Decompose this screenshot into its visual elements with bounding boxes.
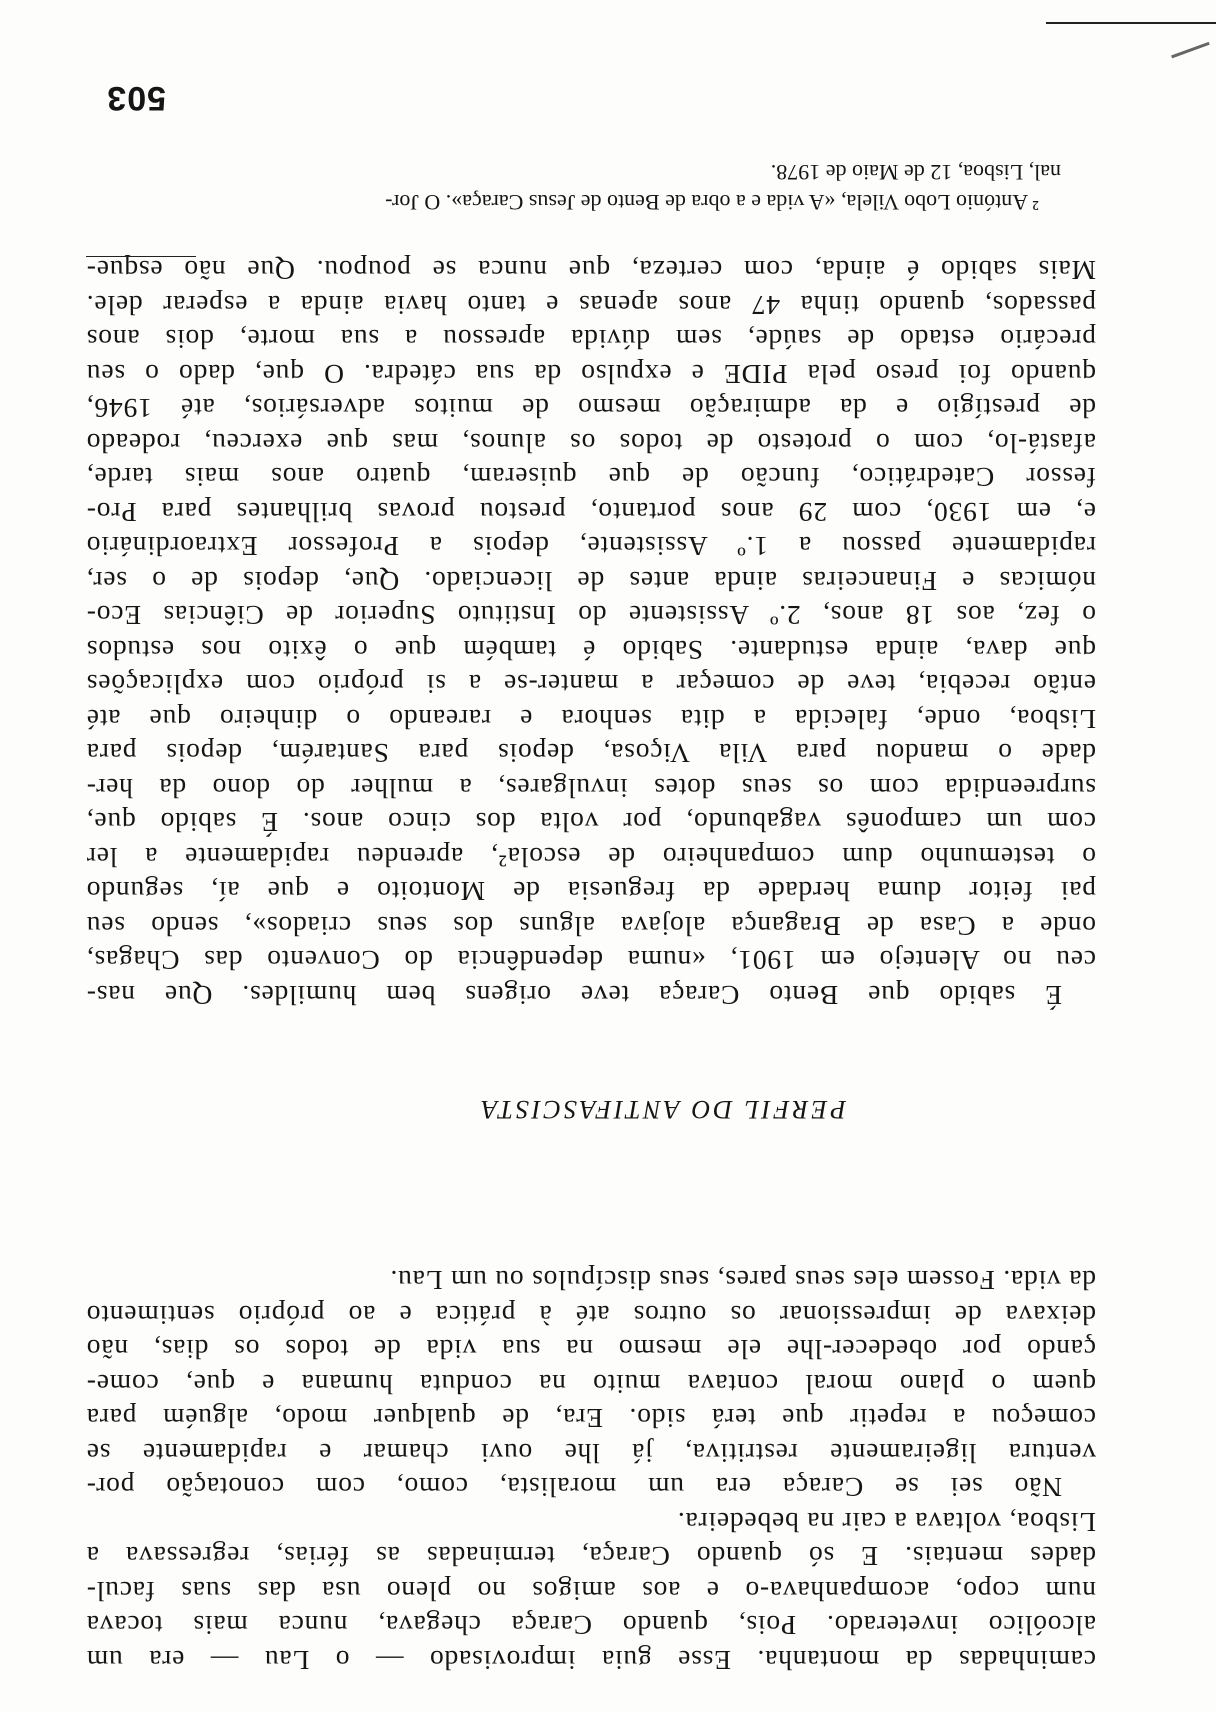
text-line: e, em 1930, com 29 anos portanto, prestou provas brilhantes para Pro- — [86, 497, 1096, 528]
bottom-edge-rule — [1046, 22, 1216, 24]
text-line: quando foi preso pela PIDE e expulso da sua cátedra. O que, dado o seu — [86, 359, 1096, 390]
text-line: com um camponês vagabundo, por volta dos cinco anos. É sabido que, — [86, 807, 1096, 839]
text-line: pai feitor duma herdade da freguesia de Montoito e que aí, segundo — [86, 876, 1096, 908]
text-line: alcoólico inveterado. Pois, quando Caraça chegava, nunca mais tocava — [86, 1610, 1096, 1642]
footnote-line: ² António Lobo Vilela, «A vida e a obra de Bento de Jesus Caraça». O Jor- — [385, 190, 1039, 215]
text-line: caminhadas da montanha. Esse guia improvisado — o Lau — era um — [86, 1645, 1096, 1676]
footnote-separator — [86, 256, 196, 257]
text-line: ceu no Alentejo em 1901, «numa dependência do Convento das Chagas, — [86, 945, 1096, 977]
text-line: onde a Casa de Bragança alojava alguns dos seus criados», sendo seu — [86, 911, 1096, 942]
text-line: então recebia, teve de começar a manter-se a si próprio com explicações — [86, 669, 1096, 701]
text-line: quem o plano moral contava muito na conduta humana e que, come- — [86, 1369, 1096, 1400]
page-number: 503 — [106, 79, 166, 117]
text-line: Lisboa, voltava a cair na bebedeira. — [677, 1507, 1096, 1538]
text-line: que dava, ainda estudante. Sabido é também que o êxito nos estudos — [86, 635, 1096, 666]
text-line: dade o mandou para Vila Viçosa, depois para Santarém, depois para — [86, 738, 1096, 770]
text-line: surpreendida com os seus dotes invulgares, a mulher do dono da her- — [86, 773, 1096, 804]
text-line: Mais sabido é ainda, com certeza, que nunca se poupou. Que não esque- — [86, 255, 1096, 287]
text-line: o fez, aos 18 anos, 2.º Assistente do Instituto Superior de Ciências Eco- — [86, 600, 1096, 632]
text-line: É sabido que Bento Caraça teve origens bem humildes. Que nas- — [86, 980, 1062, 1011]
text-line: nómicas e Financeiras ainda antes de licenciado. Que, depois de o ser, — [86, 566, 1096, 597]
text-line: fessor Catedrático, funcão de que quiseram, quatro anos mais tarde, — [86, 462, 1096, 494]
text-line: rapidamente passou a 1.º Assistente, depois a Professor Extraordinário — [86, 531, 1096, 563]
text-line: de prestígio e da admiração mesmo de muitos adversários, até 1946, — [86, 393, 1096, 425]
text-line: da vida. Fossem eles seus pares, seus discípulos ou um Lau. — [389, 1265, 1096, 1297]
text-line: Lisboa, onde, falecida a dita senhora e rareando o dinheiro que até — [86, 704, 1096, 735]
paragraph-lau — [86, 1263, 1096, 1677]
text-line: passados, quando tinha 47 anos apenas e tanto havia ainda a esperar dele. — [86, 290, 1096, 321]
text-line: precário estado de saúde, sem dúvida apressou a sua morte, dois anos — [86, 324, 1096, 356]
footnote-line: nal, Lisboa, 12 de Maio de 1978. — [770, 160, 1061, 185]
text-line: Não sei se Caraça era um moralista, como, com conotação por- — [86, 1472, 1062, 1504]
text-line: num copo, acompanhava-o e aos amigos no pleno usa das suas facul- — [86, 1576, 1096, 1607]
text-line: deixava de impressionar os outros até à prática e ao próprio sentimento — [86, 1300, 1096, 1331]
section-heading: PERFIL DO ANTIFASCISTA — [478, 1095, 846, 1124]
text-line: ventura ligeiramente restritiva, já lhe ouvi chamar e rapidamente se — [86, 1438, 1096, 1469]
scan-corner-mark — [1166, 29, 1209, 59]
text-line: dades mentais. E só quando Caraça, terminadas as férias, regressava a — [86, 1541, 1096, 1573]
text-line: começou a repetir que terá sido. Era, de qualquer modo, alguém para — [86, 1403, 1096, 1435]
paragraph-biography — [86, 253, 1096, 1012]
text-line: o testemunho dum companheiro de escola², aprendeu rapidamente a ler — [86, 842, 1096, 873]
text-line: çando por obedecer-lhe ele mesmo na sua vida de todos os dias, não — [86, 1334, 1096, 1366]
footnote — [91, 157, 1061, 217]
text-line: afastá-lo, com o protesto de todos os alunos, mas que exerceu, rodeado — [86, 428, 1096, 459]
